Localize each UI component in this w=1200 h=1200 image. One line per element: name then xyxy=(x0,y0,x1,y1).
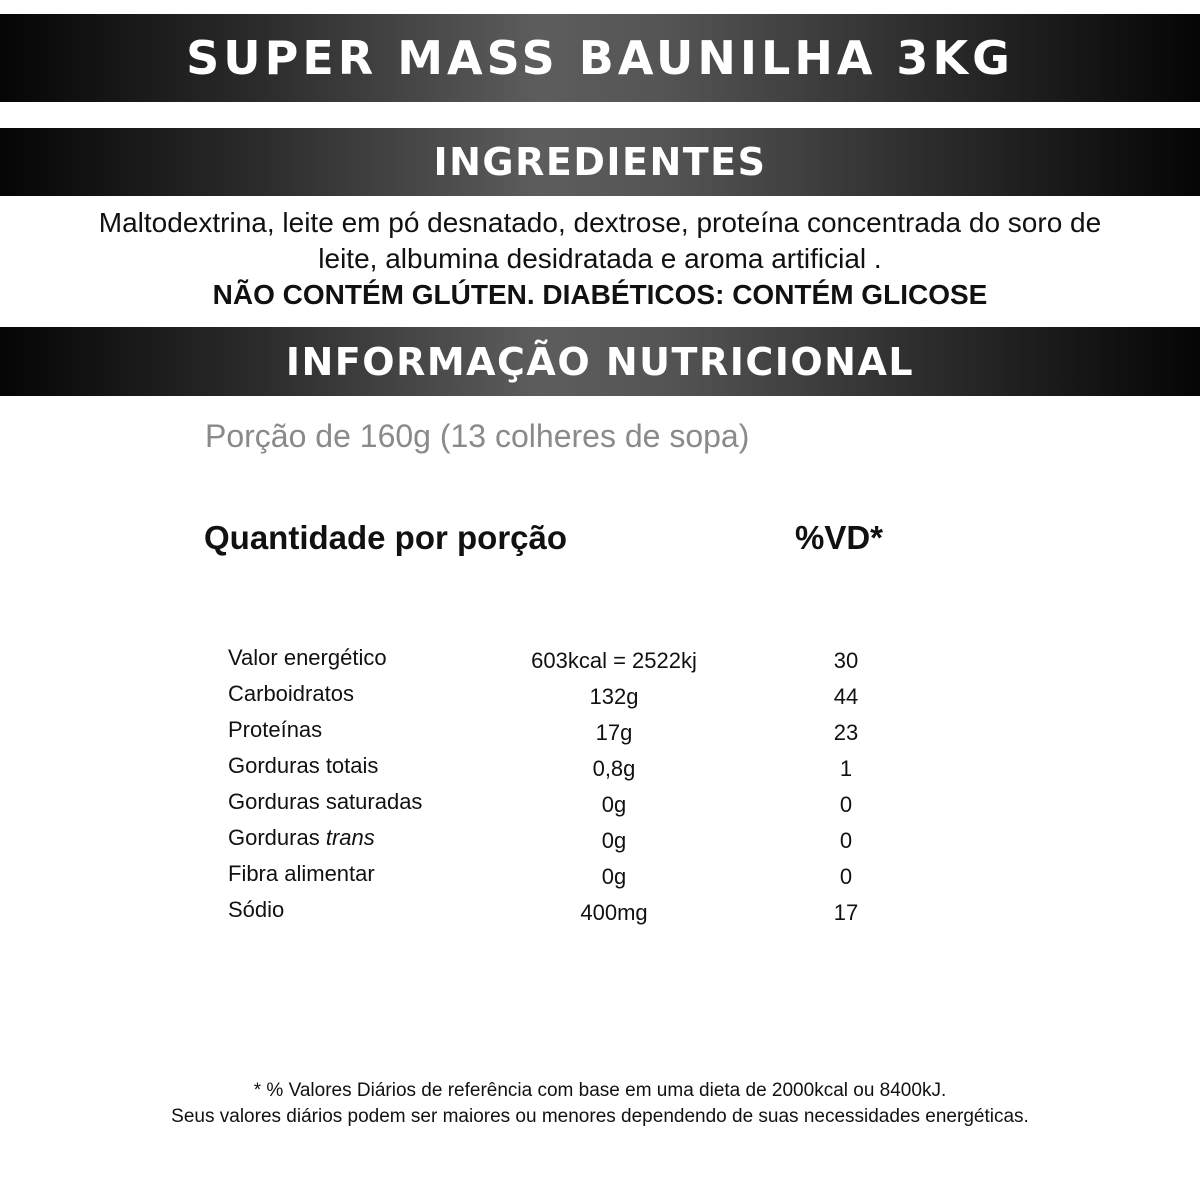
nutrient-amount: 0g xyxy=(601,792,627,817)
nutrient-name: Sódio xyxy=(228,897,285,922)
table-row xyxy=(0,857,1200,893)
portion-size: Porção de 160g (13 colheres de sopa) xyxy=(205,418,750,454)
quantity-header: Quantidade por porção xyxy=(204,519,568,556)
nutrition-banner xyxy=(0,327,1200,396)
allergen-warning: NÃO CONTÉM GLÚTEN. DIABÉTICOS: CONTÉM GLICOSE xyxy=(212,279,988,310)
nutrient-daily-value: 0 xyxy=(839,792,853,817)
table-row xyxy=(0,821,1200,857)
nutrient-amount: 603kcal = 2522kj xyxy=(531,648,697,673)
nutrient-name: Valor energético xyxy=(228,645,387,670)
nutrient-daily-value: 0 xyxy=(839,864,853,889)
nutrient-name: Gorduras saturadas xyxy=(228,789,423,814)
nutrient-name-prefix: Gorduras xyxy=(228,825,326,850)
table-row xyxy=(0,749,1200,785)
product-title: SUPER MASS BAUNILHA 3KG xyxy=(186,31,1014,85)
footnote-line-2: Seus valores diários podem ser maiores ou menores dependendo de suas necessidades energéticas. xyxy=(171,1106,1029,1127)
daily-value-header: %VD* xyxy=(795,519,884,556)
ingredients-heading: INGREDIENTES xyxy=(433,140,767,184)
nutrient-amount: 0g xyxy=(601,828,627,853)
ingredients-banner xyxy=(0,128,1200,196)
nutrient-name-italic: trans xyxy=(325,825,375,850)
footnote-line-1: * % Valores Diários de referência com base em uma dieta de 2000kcal ou 8400kJ. xyxy=(253,1080,947,1101)
nutrition-table xyxy=(0,641,1200,929)
nutrient-daily-value: 30 xyxy=(833,648,859,673)
nutrient-daily-value: 1 xyxy=(839,756,853,781)
nutrient-daily-value: 0 xyxy=(839,828,853,853)
nutrient-amount: 132g xyxy=(589,684,639,709)
nutrient-name: Carboidratos xyxy=(228,681,354,706)
nutrient-daily-value: 17 xyxy=(833,900,859,925)
nutrient-amount: 0g xyxy=(601,864,627,889)
title-banner xyxy=(0,14,1200,102)
nutrient-name: Proteínas xyxy=(228,717,323,742)
table-row xyxy=(0,785,1200,821)
nutrient-amount: 400mg xyxy=(580,900,648,925)
nutrition-heading: INFORMAÇÃO NUTRICIONAL xyxy=(285,339,915,384)
nutrient-daily-value: 44 xyxy=(833,684,859,709)
nutrient-name: Gorduras totais xyxy=(228,753,379,778)
ingredients-section xyxy=(40,205,1160,313)
nutrient-name: Fibra alimentar xyxy=(228,861,375,886)
table-row xyxy=(0,641,1200,677)
nutrient-amount: 0,8g xyxy=(592,756,636,781)
ingredients-text: Maltodextrina, leite em pó desnatado, dextrose, proteína concentrada do soro de leite, albumina desidratada e aroma artificial . xyxy=(98,207,1102,274)
footnote xyxy=(0,1078,1200,1130)
table-row xyxy=(0,677,1200,713)
nutrient-name xyxy=(228,825,375,851)
table-row xyxy=(0,713,1200,749)
nutrient-amount: 17g xyxy=(595,720,633,745)
nutrient-daily-value: 23 xyxy=(833,720,859,745)
table-row xyxy=(0,893,1200,929)
